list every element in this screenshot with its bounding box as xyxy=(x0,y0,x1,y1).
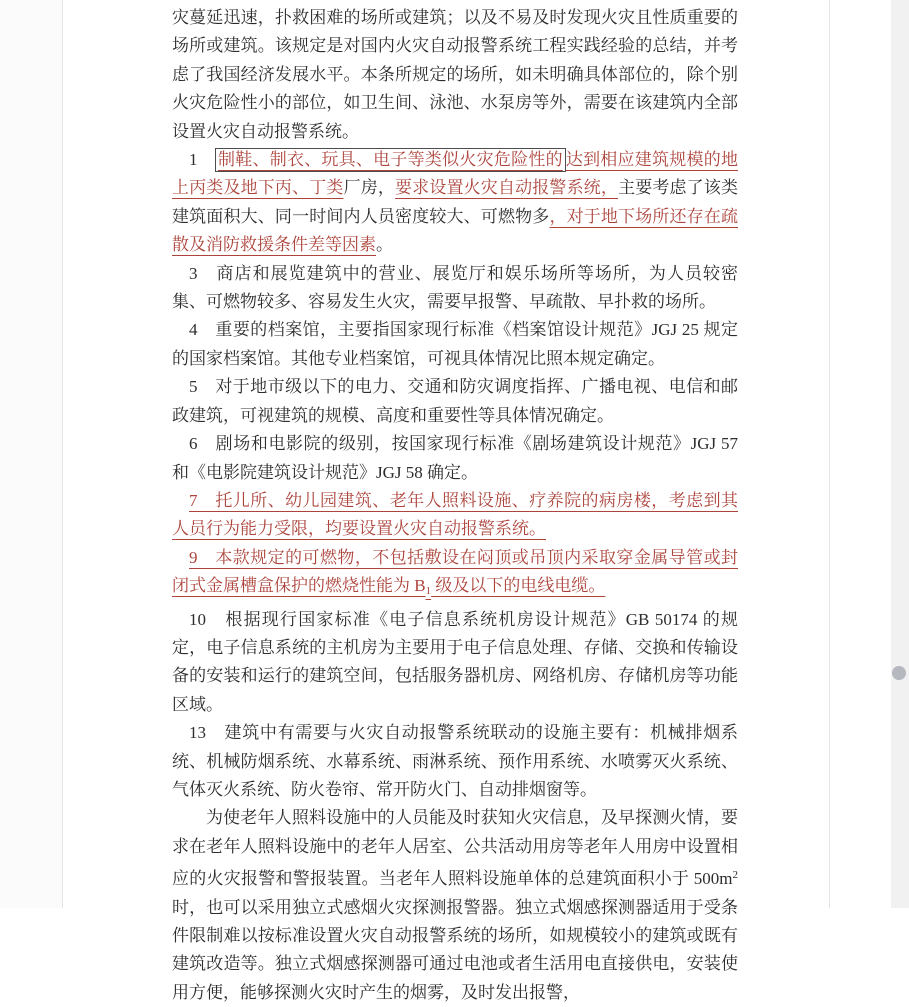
page-left-margin xyxy=(0,0,63,908)
revision-red-text: 达到相应建筑规模的地上丙类及地下丙、丁类 xyxy=(172,150,739,198)
paragraph xyxy=(172,146,738,260)
paragraph xyxy=(172,606,738,720)
paragraph xyxy=(172,4,738,146)
paragraph xyxy=(172,430,738,487)
paragraph xyxy=(172,373,738,430)
text-run: 13 建筑中有需要与火灾自动报警系统联动的设施主要有：机械排烟系统、机械防烟系统、水幕系统、雨淋系统、预作用系统、水喷雾灭火系统、气体灭火系统、防火卷帘、常开防火门、自动排烟窗等。 xyxy=(172,723,738,799)
paragraph xyxy=(172,260,738,317)
text-run: 5 对于地市级以下的电力、交通和防灾调度指挥、广播电视、电信和邮政建筑，可视建筑的规模、高度和重要性等具体情况确定。 xyxy=(172,377,738,425)
text-run: 1 xyxy=(189,150,215,170)
paragraph xyxy=(172,544,738,606)
paragraph xyxy=(172,316,738,373)
text-run: 10 根据现行国家标准《电子信息系统机房设计规范》GB 50174 的规定，电子信息系统的主机房为主要用于电子信息处理、存储、交换和传输设备的安装和运行的建筑空间，包括服务器机房、网络机房、存储机房等功能区域。 xyxy=(172,609,738,714)
text-run: 。 xyxy=(376,235,393,255)
revision-red-text: 1 xyxy=(425,585,432,598)
paragraph xyxy=(172,719,738,804)
revision-red-text: 7 托儿所、幼儿园建筑、老年人照料设施、疗养院的病房楼，考虑到其人员行为能力受限，均要设置火灾自动报警系统。 xyxy=(172,490,738,539)
revision-boxed-text: 制鞋、制衣、玩具、电子等类似火灾危险性的 xyxy=(215,148,566,172)
document-page xyxy=(63,0,830,1002)
scrollbar-track[interactable] xyxy=(891,0,909,908)
revision-red-text: ，对于地下场所还存在疏散及消防救援条件差等因素 xyxy=(172,206,738,255)
revision-red-text: 级及以下的电线电缆。 xyxy=(431,576,606,596)
text-run: 主要考虑了该类建筑面积大、同一时间内人员密度较大、可燃物多 xyxy=(172,178,738,226)
text-run: 4 重要的档案馆，主要指国家现行标准《档案馆设计规范》JGJ 25 规定的国家档案馆。其他专业档案馆，可视具体情况比照本规定确定。 xyxy=(172,320,738,368)
paragraph xyxy=(172,487,738,544)
text-run: 灾蔓延迅速，扑救困难的场所或建筑；以及不易及时发现火灾且性质重要的场所或建筑。该规定是对国内火灾自动报警系统工程实践经验的总结，并考虑了我国经济发展水平。本条所规定的场所，如未明确具体部位的，除个别火灾危险性小的部位，如卫生间、泳池、水泵房等外，需要在该建筑内全部设置火灾自动报警系统。 xyxy=(172,8,738,141)
scroll-indicator-dot[interactable] xyxy=(892,666,906,680)
text-run: 为使老年人照料设施中的人员能及时获知火灾信息，及早探测火情，要求在老年人照料设施中的老年人居室、公共活动用房等老年人用房中设置相应的火灾报警和警报装置。当老年人照料设施单体的总建筑面积小于 500m xyxy=(172,808,738,889)
text-run: 6 剧场和电影院的级别，按国家现行标准《剧场建筑设计规范》JGJ 57 和《电影院建筑设计规范》JGJ 58 确定。 xyxy=(172,434,738,482)
revision-red-text: 要求设置火灾自动报警系统， xyxy=(395,178,619,198)
paragraph xyxy=(172,804,738,1007)
text-run: 3 商店和展览建筑中的营业、展览厅和娱乐场所等场所，为人员较密集、可燃物较多、容易发生火灾，需要早报警、早疏散、早扑救的场所。 xyxy=(172,263,738,312)
revision-red-text: 9 本款规定的可燃物，不包括敷设在闷顶或吊顶内采取穿金属导管或封闭式金属槽盒保护的燃烧性能为 B xyxy=(172,547,738,596)
text-run: 厂房， xyxy=(343,178,396,198)
text-column xyxy=(172,4,738,1007)
text-run: 2 xyxy=(732,869,738,882)
text-run: 时，也可以采用独立式感烟火灾探测报警器。独立式烟感探测器适用于受条件限制难以按标准设置火灾自动报警系统的场所，如规模较小的建筑或既有建筑改造等。独立式烟感探测器可通过电池或者生活用电直接供电，安装使用方便，能够探测火灾时产生的烟雾，及时发出报警， xyxy=(172,897,738,1002)
